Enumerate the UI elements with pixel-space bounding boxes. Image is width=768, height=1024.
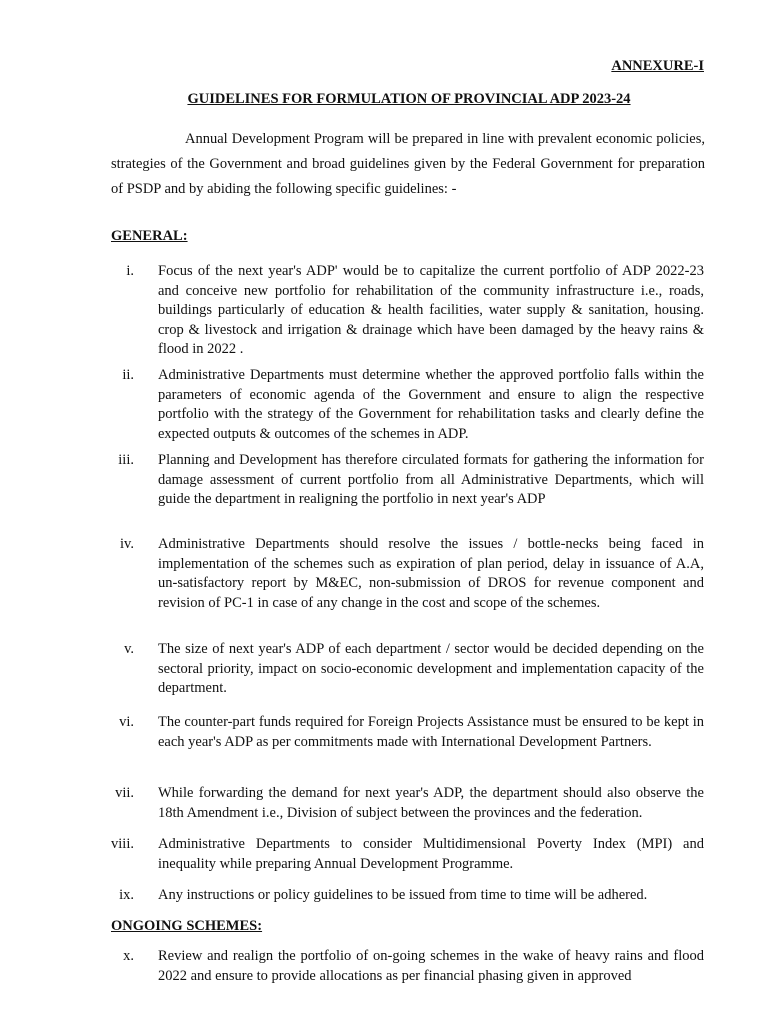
item-text: Administrative Departments should resolve the issues / bottle-necks being faced in implementation of the schemes such as expiration of plan period, delay in issuance of A.A, un-satisfactory report by M&EC, non-submission of DROS for revenue component and revision of PC-1 in case of any change in the cost and scope of the schemes. [158, 536, 704, 611]
item-text: Planning and Development has therefore circulated formats for gathering the information for damage assessment of current portfolio from all Administrative Departments, which will guide the department in realigning the portfolio in next year's ADP [158, 452, 704, 507]
item-text: Administrative Departments must determine whether the approved portfolio falls within the parameters of economic agenda of the Government and ensure to align the respective portfolio with the strategy of the Government for rehabilitation tasks and clearly define the expected outputs & outcomes of the schemes in ADP. [158, 367, 704, 442]
item-text: Administrative Departments to consider Multidimensional Poverty Index (MPI) and inequality while preparing Annual Development Programme. [158, 836, 704, 872]
item-number: vi. [119, 714, 134, 730]
item-text: Any instructions or policy guidelines to be issued from time to time will be adhered. [158, 887, 648, 903]
intro-paragraph: Annual Development Program will be prepared in line with prevalent economic policies, strategies of the Government and broad guidelines given by the Federal Government for preparation of PSDP and by abiding the following specific guidelines: - [111, 131, 705, 197]
item-number: x. [123, 948, 134, 964]
item-text: Review and realign the portfolio of on-going schemes in the wake of heavy rains and flood 2022 and ensure to provide allocations as per financial phasing given in approved [158, 948, 704, 984]
item-text: While forwarding the demand for next year's ADP, the department should also observe the 18th Amendment i.e., Division of subject between the provinces and the federation. [158, 785, 704, 821]
document-title: GUIDELINES FOR FORMULATION OF PROVINCIAL ADP 2023-24 [187, 91, 631, 107]
item-number: i. [126, 263, 134, 279]
item-number: ii. [122, 367, 134, 383]
item-number: viii. [111, 836, 134, 852]
item-number: ix. [119, 887, 134, 903]
item-number: v. [124, 641, 134, 657]
item-text: The size of next year's ADP of each department / sector would be decided depending on the sectoral priority, impact on socio-economic development and implementation capacity of the department. [158, 641, 704, 696]
item-text: Focus of the next year's ADP' would be to capitalize the current portfolio of ADP 2022-23 and conceive new portfolio for rehabilitation of the community infrastructure i.e., roads, buildings particularly of education & health facilities, water supply & sanitation, housing. crop & livestock and irrigation & drainage which have been damaged by the heavy rains & flood in 2022 . [158, 263, 704, 357]
ongoing-schemes-heading: ONGOING SCHEMES: [111, 918, 263, 934]
item-number: iv. [120, 536, 134, 552]
general-heading: GENERAL: [111, 228, 188, 244]
item-text: The counter-part funds required for Foreign Projects Assistance must be ensured to be kept in each year's ADP as per commitments made with International Development Partners. [158, 714, 704, 750]
item-number: vii. [115, 785, 134, 801]
item-number: iii. [118, 452, 134, 468]
annexure-label: ANNEXURE-I [611, 58, 704, 74]
